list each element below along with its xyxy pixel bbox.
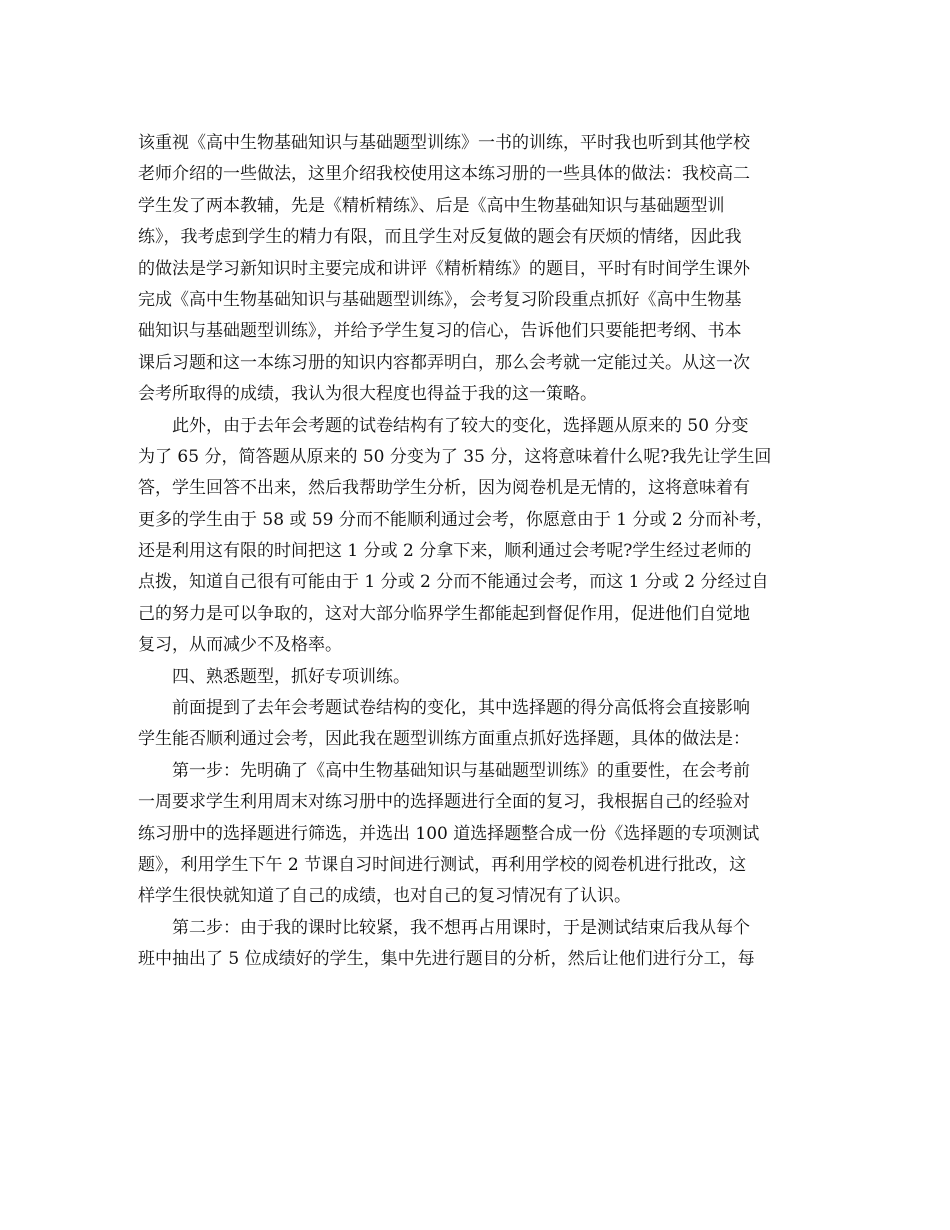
text-line: 的做法是学习新知识时主要完成和讲评《精析精练》的题目，平时有时间学生课外	[138, 258, 750, 279]
paragraph	[138, 693, 818, 756]
text-line: 该重视《高中生物基础知识与基础题型训练》一书的训练，平时我也听到其他学校	[138, 133, 750, 153]
text-line: 学生能否顺利通过会考，因此我在题型训练方面重点抓好选择题，具体的做法是：	[138, 729, 750, 750]
text-line: 复习，从而减少不及格率。	[138, 635, 342, 656]
text-line: 己的努力是可以争取的，这对大部分临界学生都能起到督促作用，促进他们自觉地	[138, 603, 750, 624]
text-line: 四、熟悉题型，抓好专项训练。	[172, 666, 410, 687]
text-line: 练》，我考虑到学生的精力有限，而且学生对反复做的题会有厌烦的情绪，因此我	[138, 227, 742, 248]
text-line: 还是利用这有限的时间把这 1 分或 2 分拿下来，顺利通过会考呢?学生经过老师的	[138, 541, 752, 562]
text-line: 样学生很快就知道了自己的成绩，也对自己的复习情况有了认识。	[138, 886, 631, 907]
text-line: 第二步：由于我的课时比较紧，我不想再占用课时，于是测试结束后我从每个	[172, 917, 750, 938]
text-line: 老师介绍的一些做法，这里介绍我校使用这本练习册的一些具体的做法：我校高二	[138, 164, 750, 185]
text-line: 课后习题和这一本练习册的知识内容都弄明白，那么会考就一定能过关。从这一次	[138, 352, 750, 373]
text-line: 前面提到了去年会考题试卷结构的变化，其中选择题的得分高低将会直接影响	[172, 698, 750, 719]
paragraph	[138, 913, 818, 976]
text-line: 会考所取得的成绩，我认为很大程度也得益于我的这一策略。	[138, 384, 597, 405]
text-line: 第一步：先明确了《高中生物基础知识与基础题型训练》的重要性，在会考前	[172, 760, 750, 781]
paragraph	[138, 662, 818, 693]
paragraph	[138, 756, 818, 913]
text-line: 为了 65 分，简答题从原来的 50 分变为了 35 分，这将意味着什么呢?我先让学生回	[138, 446, 772, 467]
text-line: 练习册中的选择题进行筛选，并选出 100 道选择题整合成一份《选择题的专项测试	[138, 823, 760, 844]
text-line: 一周要求学生利用周末对练习册中的选择题进行全面的复习，我根据自己的经验对	[138, 792, 750, 813]
text-line: 础知识与基础题型训练》，并给予学生复习的信心，告诉他们只要能把考纲、书本	[138, 321, 742, 342]
text-line: 学生发了两本教辅，先是《精析精练》、后是《高中生物基础知识与基础题型训	[138, 195, 725, 216]
text-line: 答，学生回答不出来，然后我帮助学生分析，因为阅卷机是无情的，这将意味着有	[138, 478, 750, 499]
text-line: 此外，由于去年会考题的试卷结构有了较大的变化，选择题从原来的 50 分变	[172, 415, 749, 436]
paragraph	[138, 411, 818, 662]
text-line: 更多的学生由于 58 或 59 分而不能顺利通过会考，你愿意由于 1 分或 2 分而补考，	[138, 509, 774, 530]
document-body	[138, 128, 818, 976]
text-line: 点拨，知道自己很有可能由于 1 分或 2 分而不能通过会考，而这 1 分或 2 分经过自	[138, 572, 769, 593]
text-line: 完成《高中生物基础知识与基础题型训练》，会考复习阶段重点抓好《高中生物基	[138, 289, 742, 310]
text-line: 班中抽出了 5 位成绩好的学生，集中先进行题目的分析，然后让他们进行分工，每	[138, 949, 755, 970]
paragraph	[138, 128, 818, 411]
text-line: 题》，利用学生下午 2 节课自习时间进行测试，再利用学校的阅卷机进行批改，这	[138, 854, 747, 875]
